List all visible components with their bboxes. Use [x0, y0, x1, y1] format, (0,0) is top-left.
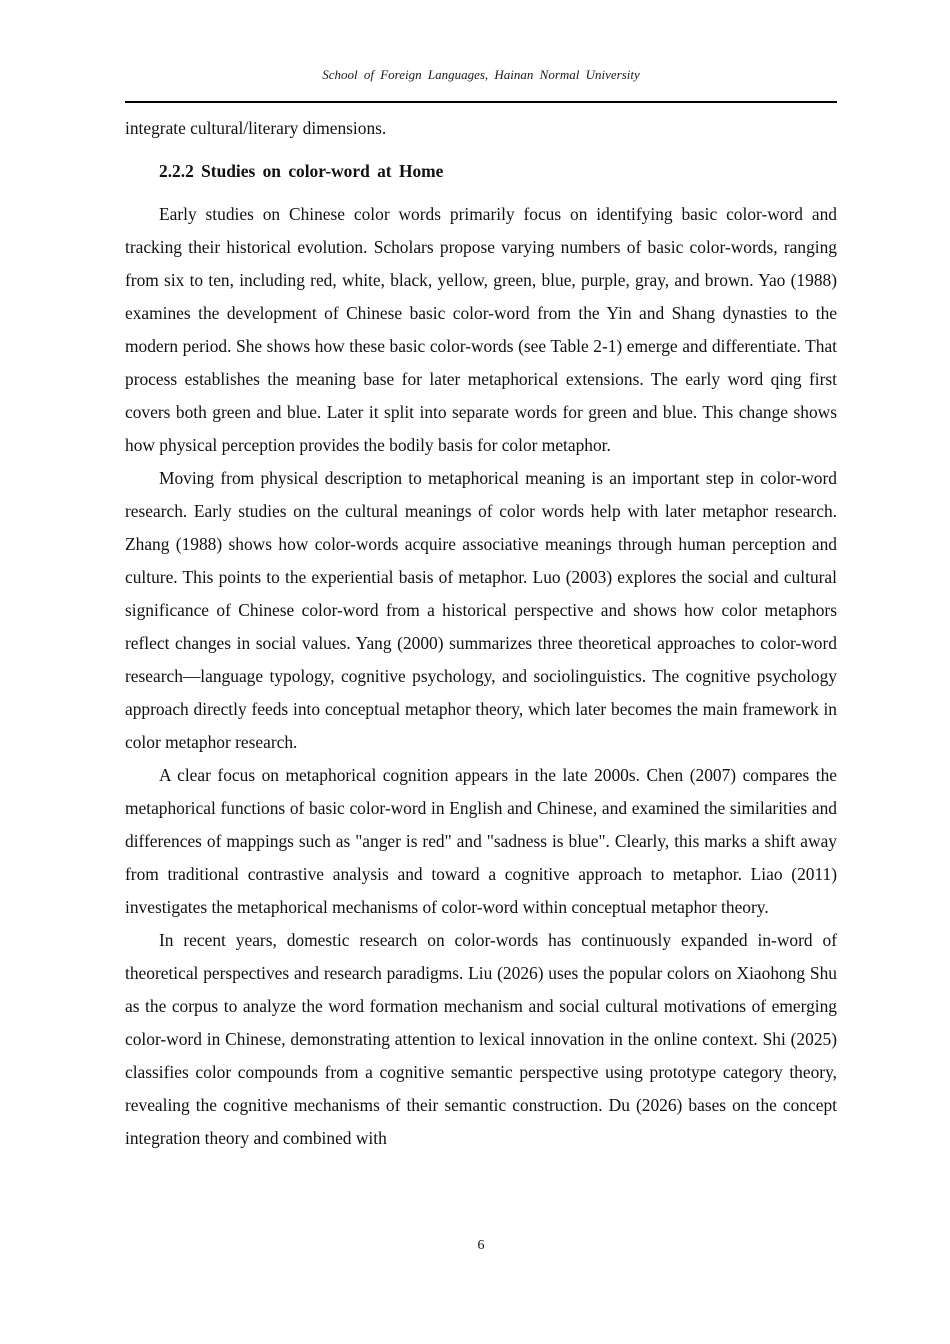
continuation-text: integrate cultural/literary dimensions. [125, 118, 387, 138]
paragraph-2: Moving from physical description to metaphorical meaning is an important step in color-word research. Early studies on the cultural meanings of color words help with later metaphor research. Zhang (1988) shows how color-words acquire associative meanings through human perception and culture. This points to the experiential basis of metaphor. Luo (2003) explores the social and cultural significance of Chinese color-word from a historical perspective and shows how color metaphors reflect changes in social values. Yang (2000) summarizes three theoretical approaches to color-word research—language typology, cognitive psychology, and sociolinguistics. The cognitive psychology approach directly feeds into conceptual metaphor theory, which later becomes the main framework in color metaphor research. [125, 468, 837, 752]
paragraph-3: A clear focus on metaphorical cognition appears in the late 2000s. Chen (2007) compares the metaphorical functions of basic color-word in English and Chinese, and examined the similarities and differences of mappings such as "anger is red" and "sadness is blue". Clearly, this marks a shift away from traditional contrastive analysis and toward a cognitive approach to metaphor. Liao (2011) investigates the metaphorical mechanisms of color-word within conceptual metaphor theory. [125, 765, 837, 917]
page-number: 6 [477, 1238, 485, 1253]
page-body [125, 112, 837, 1155]
paragraph-1: Early studies on Chinese color words primarily focus on identifying basic color-word and tracking their historical evolution. Scholars propose varying numbers of basic color-words, ranging from six to ten, including red, white, black, yellow, green, blue, purple, gray, and brown. Yao (1988) examines the development of Chinese basic color-word from the Yin and Shang dynasties to the modern period. She shows how these basic color-words (see Table 2-1) emerge and differentiate. That process establishes the meaning base for later metaphorical extensions. The early word qing first covers both green and blue. Later it split into separate words for green and blue. This change shows how physical perception provides the bodily basis for color metaphor. [125, 204, 837, 455]
section-heading: 2.2.2 Studies on color-word at Home [159, 161, 444, 181]
running-header: School of Foreign Languages, Hainan Normal University [322, 67, 640, 82]
header-rule [125, 101, 837, 103]
paragraph-4: In recent years, domestic research on color-words has continuously expanded in-word of theoretical perspectives and research paradigms. Liu (2026) uses the popular colors on Xiaohong Shu as the corpus to analyze the word formation mechanism and social cultural motivations of emerging color-word in Chinese, demonstrating attention to lexical innovation in the online context. Shi (2025) classifies color compounds from a cognitive semantic perspective using prototype category theory, revealing the cognitive mechanisms of their semantic construction. Du (2026) bases on the concept integration theory and combined with [125, 930, 837, 1148]
